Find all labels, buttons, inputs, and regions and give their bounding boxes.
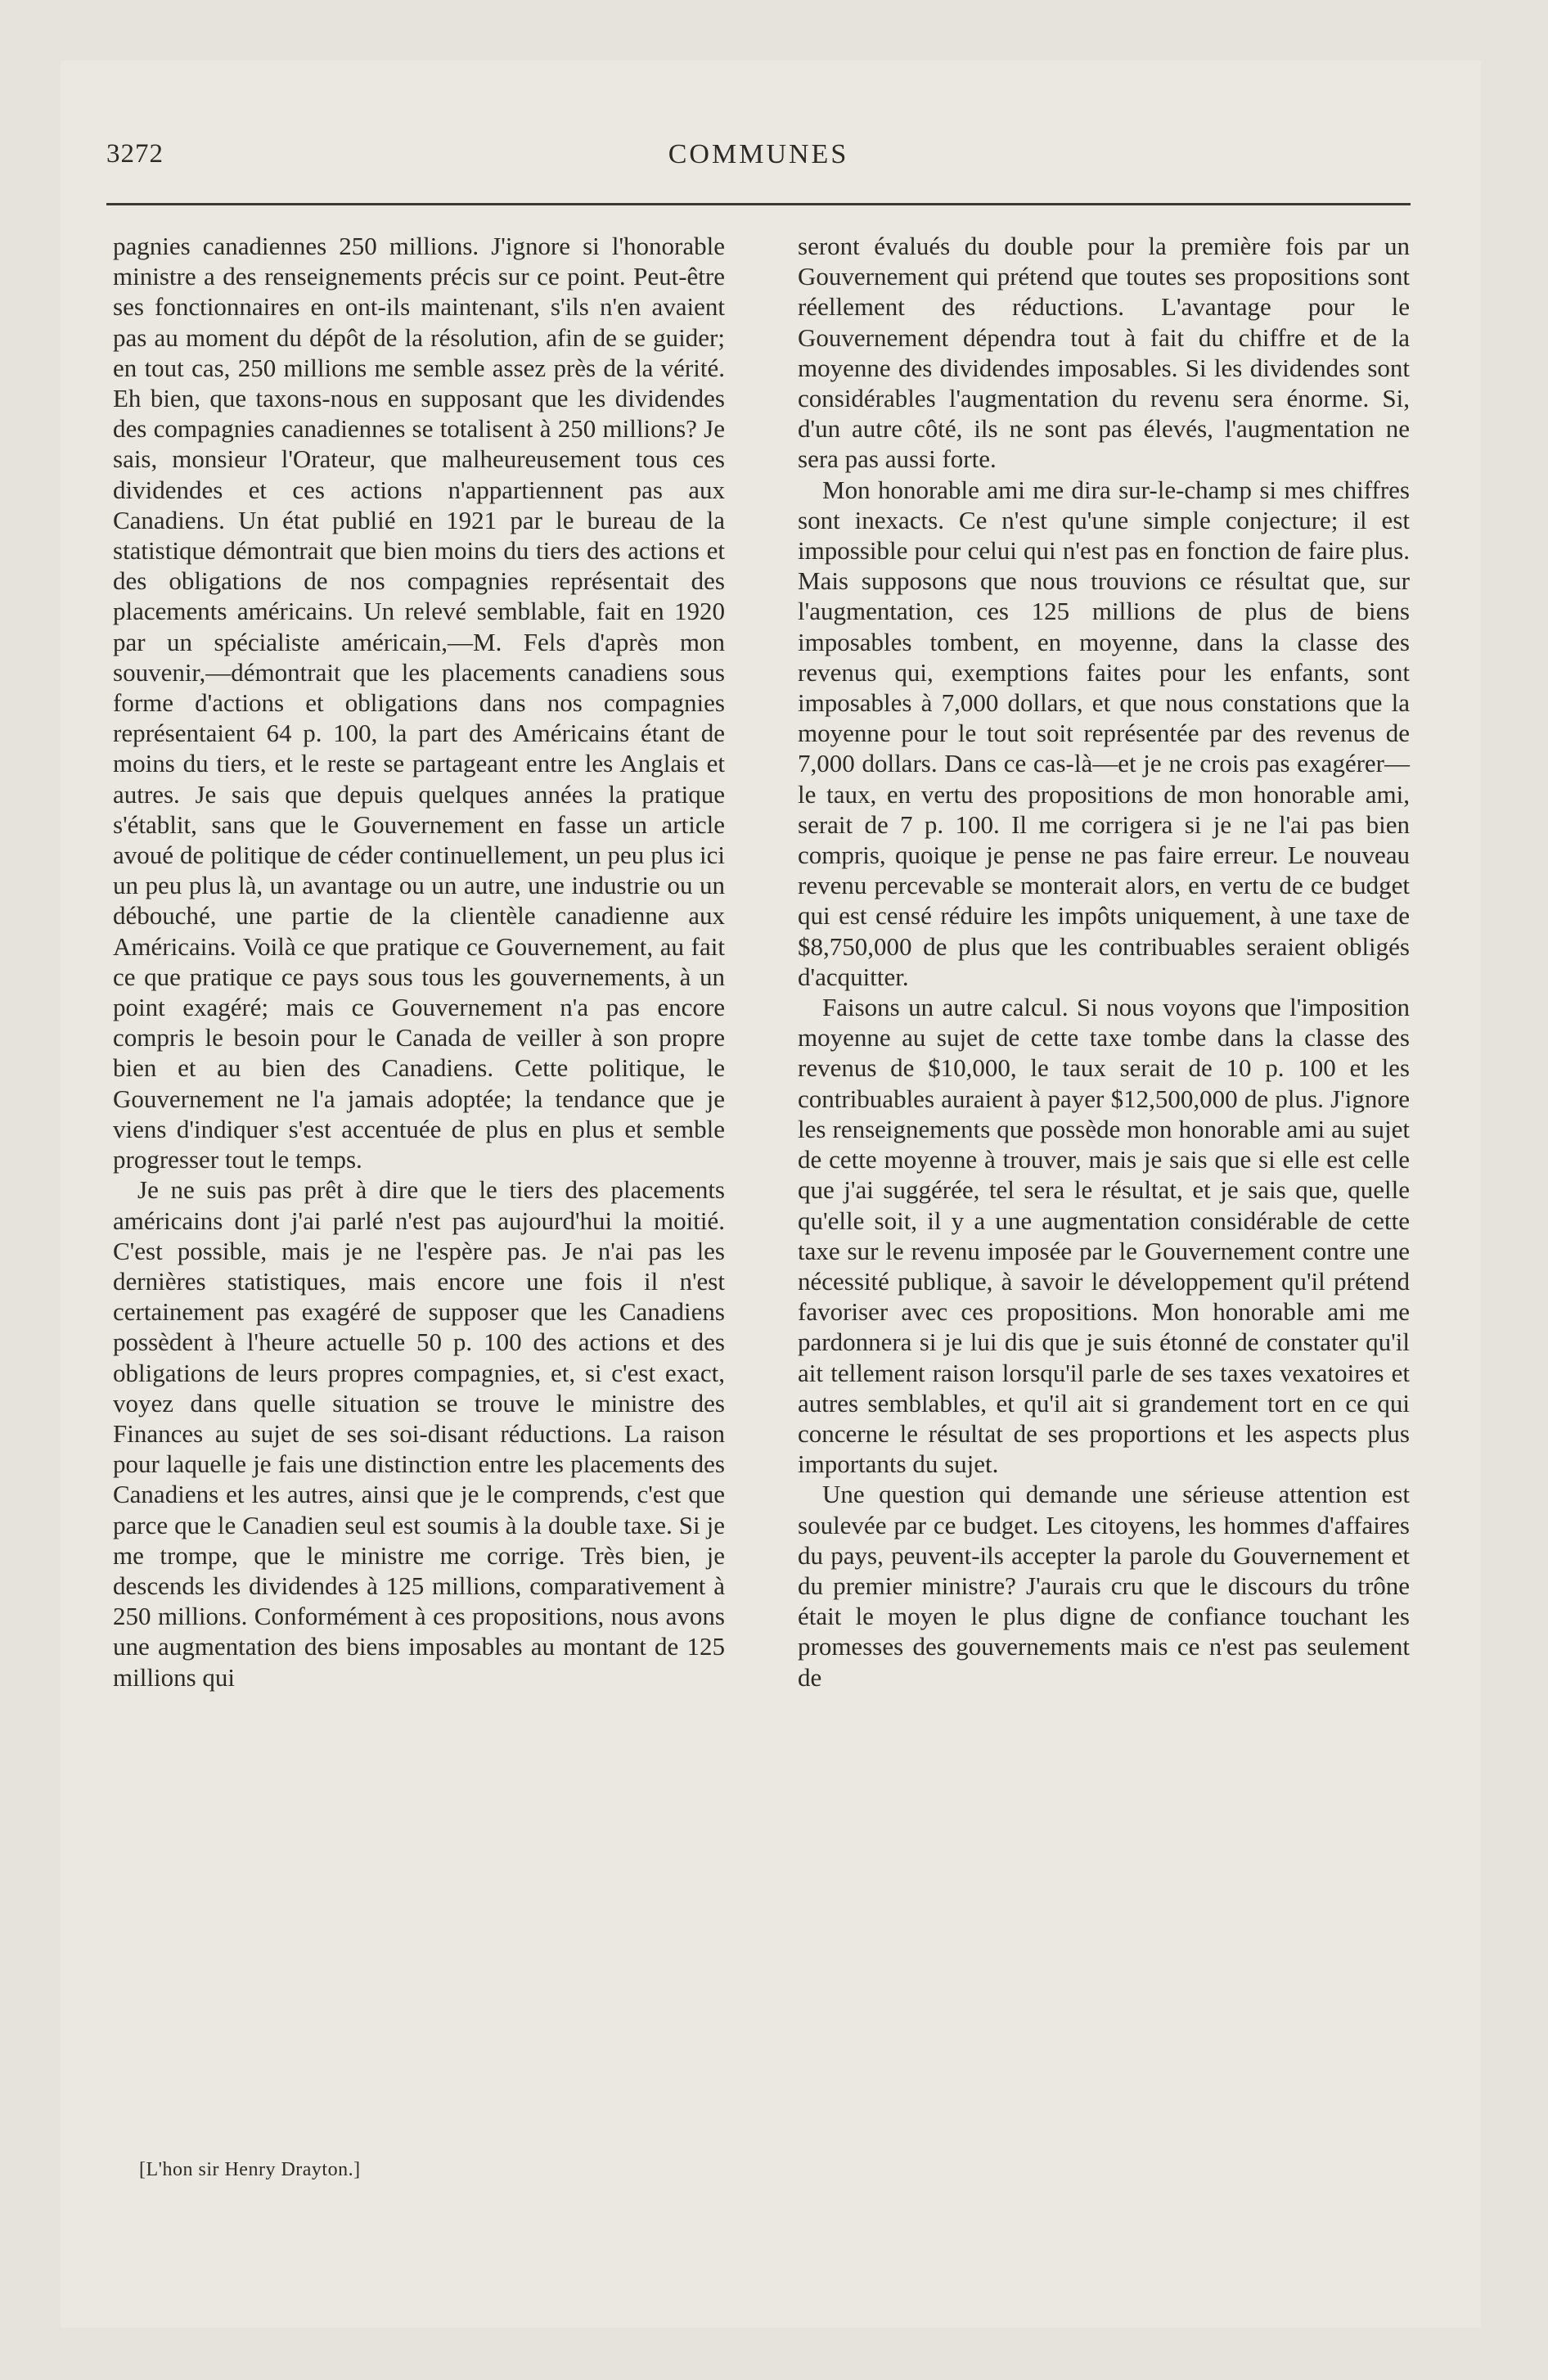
- paragraph: Une question qui demande une sérieuse attention est soulevée par ce budget. Les citoyens, les hommes d'affaires du pays, peuvent-ils accepter la parole du Gouvernement et du premier ministre? J'aurais cru que le discours du trône était le moyen le plus digne de confiance touchant les promesses des gouvernements mais ce n'est pas seulement de: [798, 1480, 1410, 1692]
- left-column: [113, 231, 725, 1693]
- page-number: 3272: [106, 139, 164, 169]
- paragraph: seront évalués du double pour la première fois par un Gouvernement qui prétend que toutes ses propositions sont réellement des réductions. L'avantage pour le Gouvernement dépendra tout à fait du chiffre et de la moyenne des dividendes imposables. Si les dividendes sont considérables l'augmentation du revenu sera énorme. Si, d'un autre côté, ils ne sont pas élevés, l'augmentation ne sera pas aussi forte.: [798, 232, 1410, 474]
- header-rule: [106, 203, 1411, 205]
- running-title: COMMUNES: [668, 139, 849, 169]
- paragraph: Je ne suis pas prêt à dire que le tiers des placements américains dont j'ai parlé n'est pas aujourd'hui la moitié. C'est possible, mais je ne l'espère pas. Je n'ai pas les dernières statistiques, mais encore une fois il n'est certainement pas exagéré de supposer que les Canadiens possèdent à l'heure actuelle 50 p. 100 des actions et des obligations de leurs propres compagnies, et, si c'est exact, voyez dans quelle situation se trouve le ministre des Finances au sujet de ses soi-disant réductions. La raison pour laquelle je fais une distinction entre les placements des Canadiens et les autres, ainsi que je le comprends, c'est que parce que le Canadien seul est soumis à la double taxe. Si je me trompe, que le ministre me corrige. Très bien, je descends les dividendes à 125 millions, comparativement à 250 millions. Conformément à ces propositions, nous avons une augmentation des biens imposables au montant de 125 millions qui: [113, 1175, 725, 1692]
- right-column: [798, 231, 1410, 1693]
- paragraph: Mon honorable ami me dira sur-le-champ si mes chiffres sont inexacts. Ce n'est qu'une simple conjecture; il est impossible pour celui qui n'est pas en fonction de faire plus. Mais supposons que nous trouvions ce résultat que, sur l'augmentation, ces 125 millions de plus de biens imposables tombent, en moyenne, dans la classe des revenus qui, exemptions faites pour les enfants, sont imposables à 7,000 dollars, et que nous constations que la moyenne pour le tout soit représentée par des revenus de 7,000 dollars. Dans ce cas-là—et je ne crois pas exagérer—le taux, en vertu des propositions de mon honorable ami, serait de 7 p. 100. Il me corrigera si je ne l'ai pas bien compris, quoique je pense ne pas faire erreur. Le nouveau revenu percevable se monterait alors, en vertu de ce budget qui est censé réduire les impôts uniquement, à une taxe de $8,750,000 de plus que les contribuables seraient obligés d'acquitter.: [798, 475, 1410, 991]
- paragraph: Faisons un autre calcul. Si nous voyons que l'imposition moyenne au sujet de cette taxe tombe dans la classe des revenus de $10,000, le taux serait de 10 p. 100 et les contribuables auraient à payer $12,500,000 de plus. J'ignore les renseignements que possède mon honorable ami au sujet de cette moyenne à trouver, mais je sais que si elle est celle que j'ai suggérée, tel sera le résultat, et je sais que, quelle qu'elle soit, il y a une augmentation considérable de cette taxe sur le revenu imposée par le Gouvernement contre une nécessité publique, à savoir le développement qu'il prétend favoriser avec ces propositions. Mon honorable ami me pardonnera si je lui dis que je suis étonné de constater qu'il ait tellement raison lorsqu'il parle de ses taxes vexatoires et autres semblables, et qu'il ait si grandement tort en ce qui concerne le résultat de ses proportions et les aspects plus importants du sujet.: [798, 993, 1410, 1479]
- page-header: [106, 139, 1411, 177]
- speaker-attribution: [L'hon sir Henry Drayton.]: [139, 2159, 361, 2180]
- paragraph: pagnies canadiennes 250 millions. J'ignore si l'honorable ministre a des renseignements précis sur ce point. Peut-être ses fonctionnaires en ont-ils maintenant, s'ils n'en avaient pas au moment du dépôt de la résolution, afin de se guider; en tout cas, 250 millions me semble assez près de la vérité. Eh bien, que taxons-nous en supposant que les dividendes des compagnies canadiennes se totalisent à 250 millions? Je sais, monsieur l'Orateur, que malheureusement tous ces dividendes et ces actions n'appartiennent pas aux Canadiens. Un état publié en 1921 par le bureau de la statistique démontrait que bien moins du tiers des actions et des obligations de nos compagnies représentait des placements américains. Un relevé semblable, fait en 1920 par un spécialiste américain,—M. Fels d'après mon souvenir,—démontrait que les placements canadiens sous forme d'actions et obligations dans nos compagnies représentaient 64 p. 100, la part des Américains étant de moins du tiers, et le reste se partageant entre les Anglais et autres. Je sais que depuis quelques années la pratique s'établit, sans que le Gouvernement en fasse un article avoué de politique de céder continuellement, un peu plus ici un peu plus là, un avantage ou un autre, une industrie ou un débouché, une partie de la clientèle canadienne aux Américains. Voilà ce que pratique ce Gouvernement, au fait ce que pratique ce pays sous tous les gouvernements, à un point exagéré; mais ce Gouvernement n'a pas encore compris le besoin pour le Canada de veiller à son propre bien et au bien des Canadiens. Cette politique, le Gouvernement ne l'a jamais adoptée; la tendance que je viens d'indiquer s'est accentuée de plus en plus et semble progresser tout le temps.: [113, 232, 725, 1174]
